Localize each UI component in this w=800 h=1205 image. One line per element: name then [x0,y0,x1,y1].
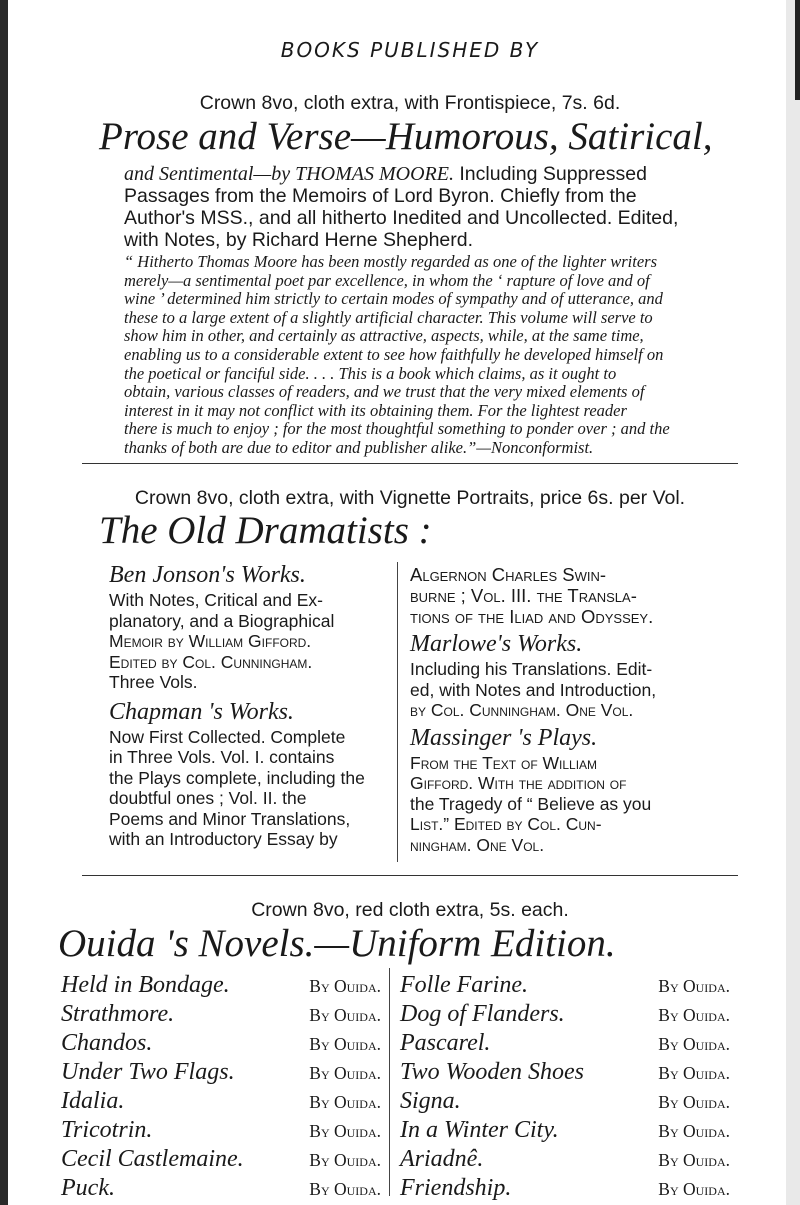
moore-review-quote [124,253,724,458]
work-title: Marlowe's Works. [410,631,583,657]
novel-entry [400,1057,730,1087]
work-title: Massinger 's Plays. [410,724,598,751]
quote-line: obtain, various classes of readers, and we trust that the very mixed elements of [124,382,645,402]
catalogue-page [58,0,738,1205]
novel-title: Under Two Flags. [61,1059,235,1085]
dramatists-left-column [109,560,379,850]
moore-description [124,163,724,251]
novel-entry [61,1144,381,1174]
work-line: Gifford. With the addition of [410,773,627,793]
novel-author: By Ouida. [658,1121,730,1141]
quote-line: show him in other, and certainly as attractive, aspects, while, at the same time, [124,326,644,346]
novel-title: In a Winter City. [400,1117,559,1143]
moore-subtitle: and Sentimental—by THOMAS MOORE. [124,163,454,185]
novel-title: Chandos. [61,1030,153,1056]
dramatists-right-column [410,560,710,855]
novel-title: Puck. [61,1175,115,1201]
novel-author: By Ouida. [309,1179,381,1199]
novel-entry [61,1086,381,1116]
novel-title: Ariadnê. [400,1146,484,1172]
work-line: Including his Translations. Edit- [410,659,653,679]
novel-entry [61,1057,381,1087]
moore-description-line: Including Suppressed [459,163,647,185]
novel-title: Dog of Flanders. [400,1001,565,1027]
page-edge-margin [786,0,800,1205]
work-line: With Notes, Critical and Ex- [109,590,323,610]
novel-title: Idalia. [61,1088,125,1114]
novel-author: By Ouida. [658,1150,730,1170]
novel-entry [400,970,730,1000]
work-line: doubtful ones ; Vol. II. the [109,788,307,808]
novel-author: By Ouida. [309,1121,381,1141]
novel-author: By Ouida. [309,1150,381,1170]
novel-author: By Ouida. [658,1179,730,1199]
quote-line: these to a large extent of a slightly artificial character. This volume will serve to [124,307,653,327]
work-description [410,753,710,856]
moore-description-line: Passages from the Memoirs of Lord Byron. Chiefly from the [124,185,637,207]
novel-author: By Ouida. [309,1005,381,1025]
novel-title: Folle Farine. [400,972,528,998]
running-header: BOOKS PUBLISHED BY [280,38,540,62]
novel-title: Pascarel. [400,1030,491,1056]
work-line: Algernon Charles Swin- [410,564,607,585]
novel-author: By Ouida. [309,1034,381,1054]
page-edge-mark [795,0,800,100]
moore-description-line: Author's MSS., and all hitherto Inedited and Uncollected. Edited, [124,207,679,229]
novel-title: Strathmore. [61,1001,175,1027]
novel-entry [61,1028,381,1058]
work-line: the Plays complete, including the [109,767,365,788]
novel-entry [61,999,381,1029]
quote-line: the poetical or fanciful side. . . . This is a book which claims, as it ought to [124,363,617,383]
work-line: Three Vols. [109,672,198,692]
work-line: Memoir by William Gifford. [109,631,312,651]
novel-entry [400,1028,730,1058]
quote-line: “ Hitherto Thomas Moore has been mostly regarded as one of the lighter writers [124,252,658,271]
work-line: tions of the Iliad and Odyssey. [410,606,654,627]
work-line: burne ; Vol. III. the Transla- [410,585,637,606]
quote-line: there is much to enjoy ; for the most thoughtful something to ponder over ; and the [124,419,670,439]
novel-author: By Ouida. [658,1034,730,1054]
novel-title: Tricotrin. [61,1117,153,1143]
work-line: Edited by Col. Cunningham. [109,651,313,672]
novel-title: Signa. [400,1088,461,1114]
work-title: Chapman 's Works. [109,698,294,725]
novel-title: Held in Bondage. [61,972,230,998]
moore-description-line: with Notes, by Richard Herne Shepherd. [124,229,474,251]
work-title: Ben Jonson's Works. [109,562,306,588]
novel-entry [61,1115,381,1145]
novel-entry [400,1115,730,1145]
quote-line: thanks of both are due to editor and publisher alike.”—Nonconformist. [124,437,594,457]
novel-entry [61,1173,381,1203]
swinburne-continuation [410,560,710,627]
moore-title: Prose and Verse—Humorous, Satirical, [99,115,713,158]
dramatists-intro: Crown 8vo, cloth extra, with Vignette Portraits, price 6s. per Vol. [134,487,686,509]
novel-title: Cecil Castlemaine. [61,1146,244,1172]
novel-title: Two Wooden Shoes [400,1059,585,1085]
dramatists-title: The Old Dramatists : [99,509,432,552]
novel-entry [400,1086,730,1116]
quote-line: wine ’ determined him strictly to certain modes of sympathy and of utterance, and [124,289,663,309]
work-description [109,590,379,693]
work-line: Poems and Minor Translations, [109,808,351,829]
work-line: in Three Vols. Vol. I. contains [109,747,335,767]
quote-line: merely—a sentimental poet par excellence, in whom the ‘ rapture of love and of [124,270,650,290]
section-divider [82,463,738,464]
column-divider [389,968,390,1196]
novel-title: Friendship. [400,1175,512,1201]
ouida-title: Ouida 's Novels.—Uniform Edition. [58,922,616,965]
work-line: by Col. Cunningham. One Vol. [410,700,634,720]
work-line: ed, with Notes and Introduction, [410,679,657,700]
novel-author: By Ouida. [658,1092,730,1112]
moore-intro: Crown 8vo, cloth extra, with Frontispiece, 7s. 6d. [199,92,621,114]
work-line: List.” Edited by Col. Cun- [410,814,602,834]
novel-entry [400,1173,730,1203]
novel-entry [400,1144,730,1174]
page-edge-shadow [0,0,8,1205]
novel-author: By Ouida. [309,976,381,996]
novel-author: By Ouida. [658,976,730,996]
quote-line: enabling us to a considerable extent to see how faithfully he developed himself on [124,344,664,364]
section-divider [82,875,738,876]
column-divider [397,562,398,862]
work-line: Now First Collected. Complete [109,726,346,747]
work-line: with an Introductory Essay by [109,829,338,849]
work-line: ningham. One Vol. [410,834,545,855]
novel-entry [400,999,730,1029]
work-line: From the Text of William [410,752,598,773]
work-description [109,727,379,850]
novel-entry [61,970,381,1000]
ouida-intro: Crown 8vo, red cloth extra, 5s. each. [251,899,569,921]
novel-author: By Ouida. [658,1063,730,1083]
work-line: the Tragedy of “ Believe as you [410,793,652,814]
work-description [410,659,710,721]
novel-author: By Ouida. [309,1092,381,1112]
quote-line: interest in it may not conflict with its obtaining them. For the lightest reader [124,400,627,420]
novel-author: By Ouida. [309,1063,381,1083]
work-line: planatory, and a Biographical [109,610,335,631]
novel-author: By Ouida. [658,1005,730,1025]
